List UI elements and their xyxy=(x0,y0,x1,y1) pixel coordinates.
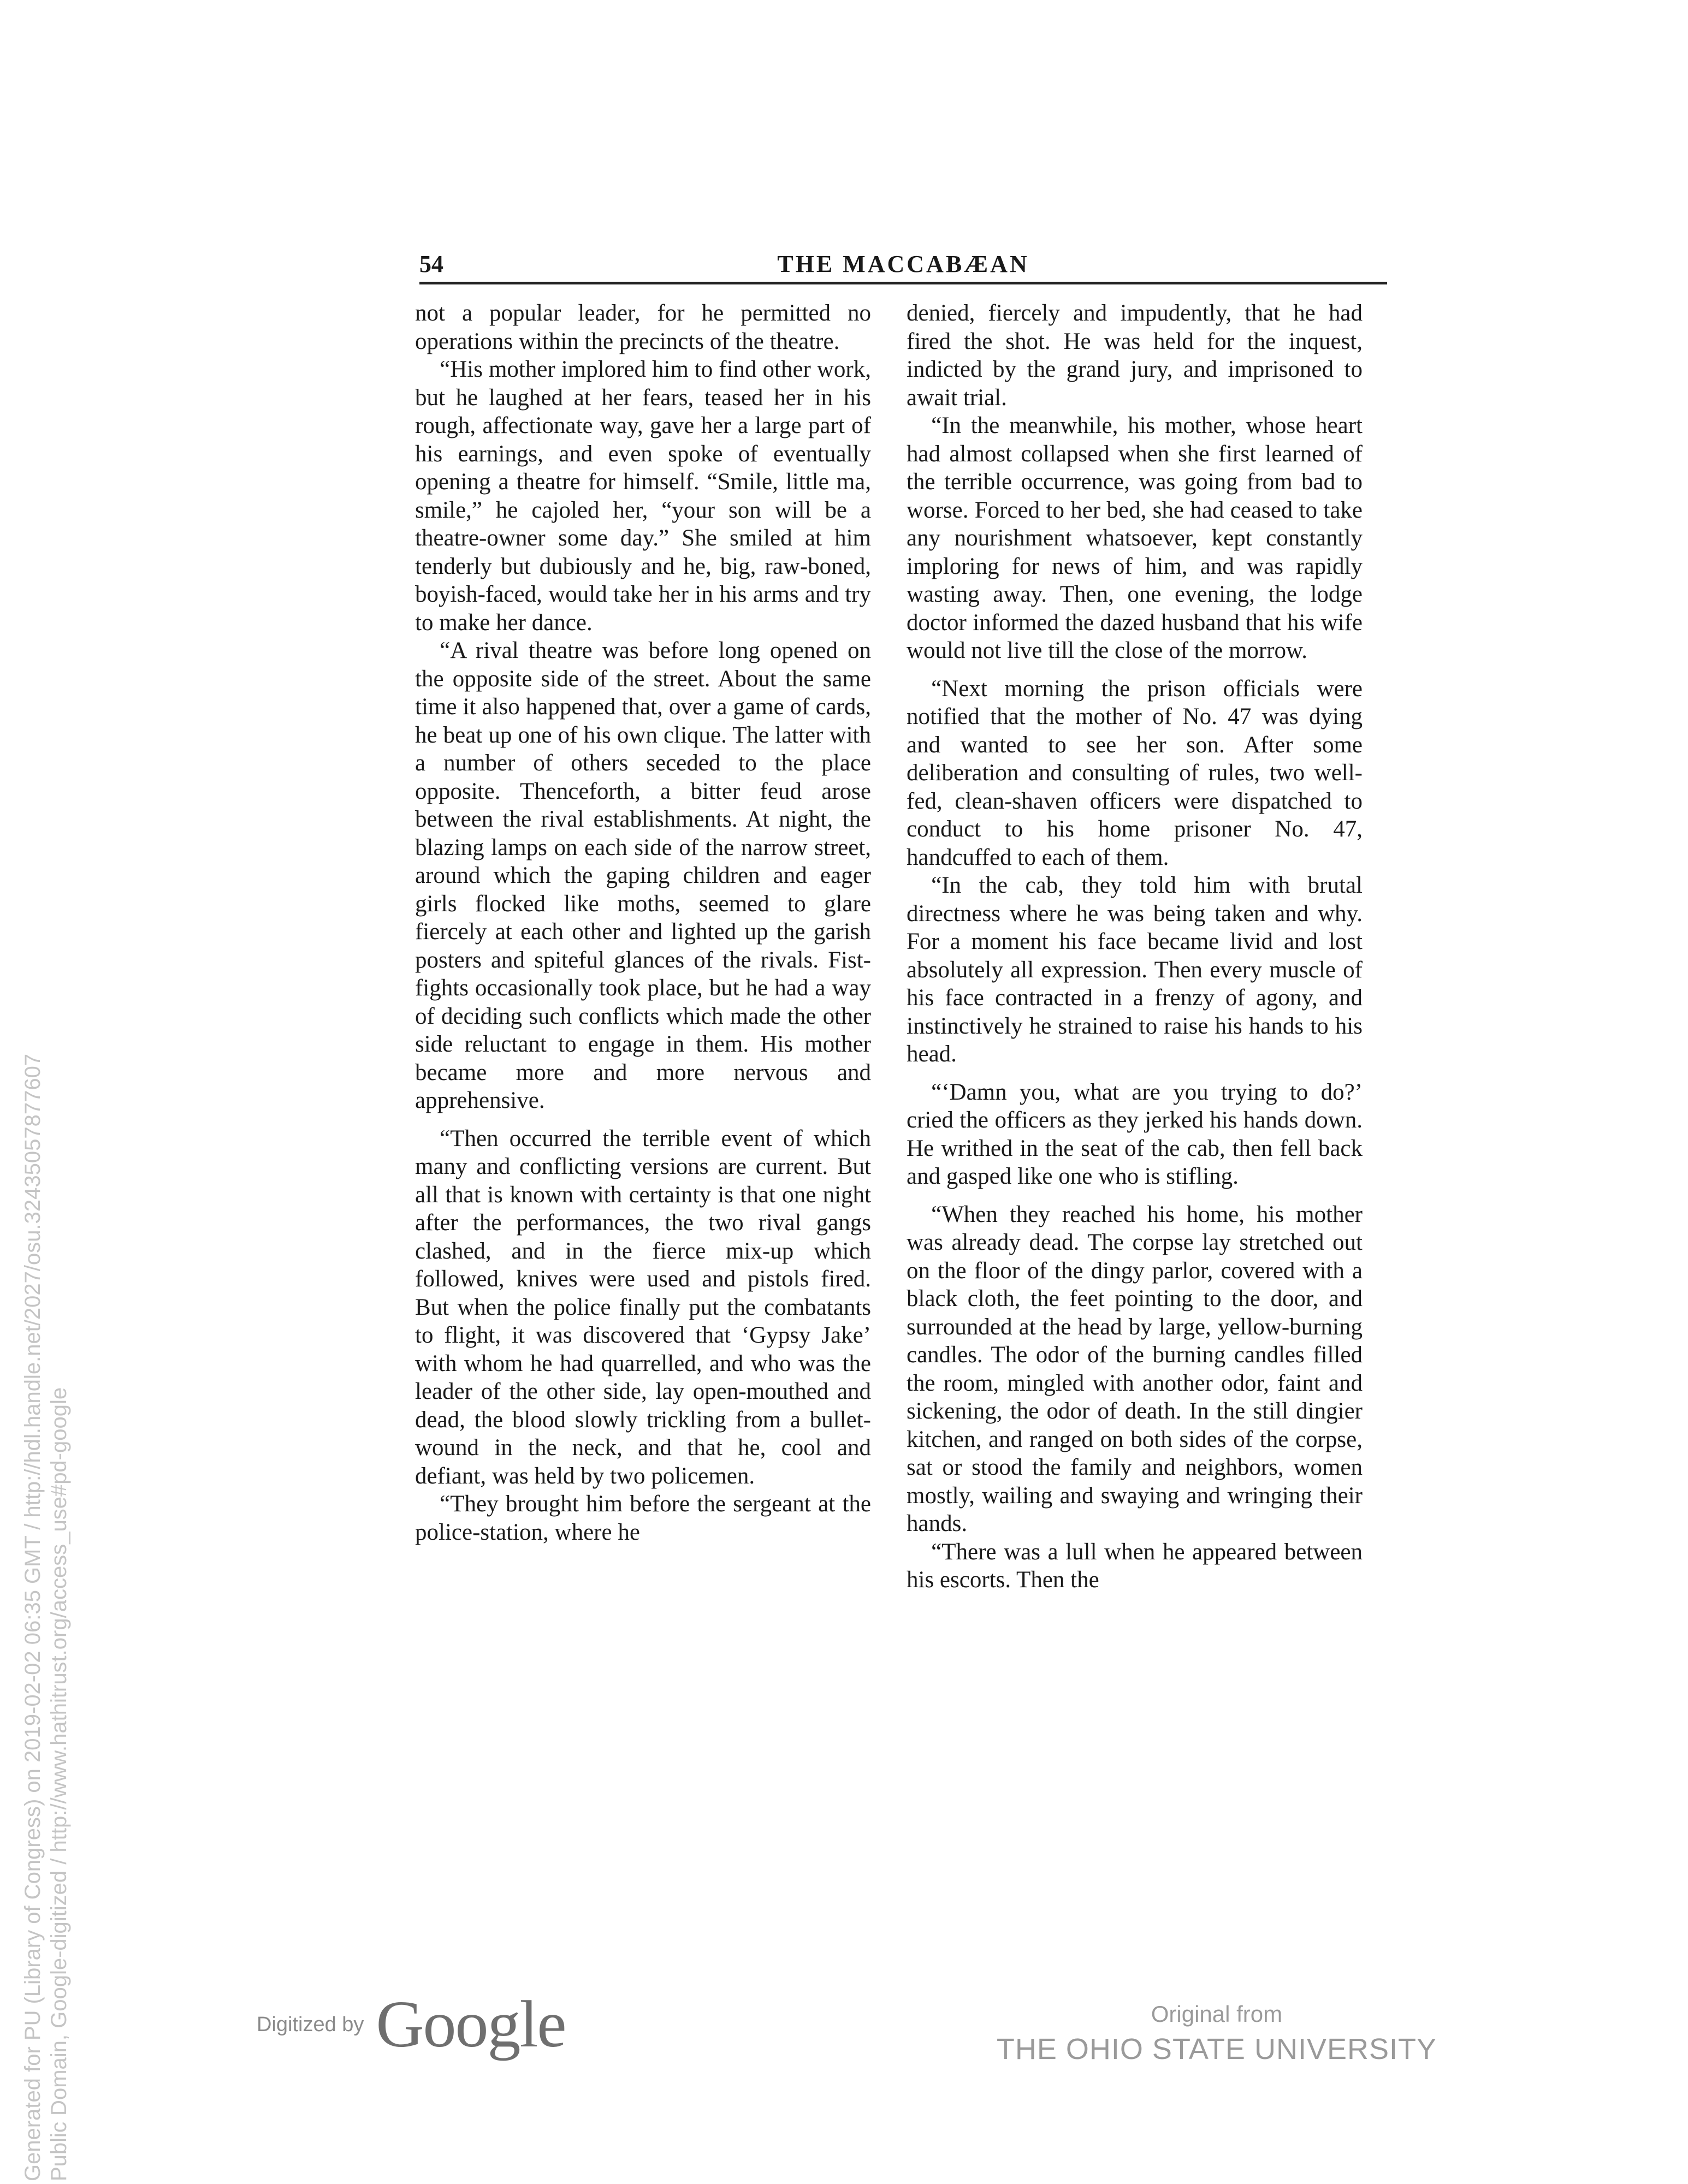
running-header xyxy=(419,247,1387,284)
left-text-column xyxy=(415,299,871,1913)
paragraph: “‘Damn you, what are you trying to do?’ cried the officers as they jerked his hands down. He writhed in the seat of the cab, then fell back and gasped like one who is stifling. xyxy=(907,1079,1363,1189)
university-name: THE OHIO STATE UNIVERSITY xyxy=(996,2033,1437,2066)
paragraph: “A rival theatre was before long opened on the opposite side of the street. About the same time it also happened that, over a game of cards, he beat up one of his own clique. The latter with a number of others seceded to the place opposite. Thenceforth, a bitter feud arose between the rival establishments. At night, the blazing lamps on each side of the narrow street, around which the gaping children and eager girls flocked like moths, seemed to glare fiercely at each other and lighted up the garish posters and spiteful glances of the rivals. Fist-fights occasionally took place, but he had a way of deciding such conflicts which made the other side reluctant to engage in them. His mother became more and more nervous and apprehensive. xyxy=(415,638,871,1113)
right-text-column xyxy=(907,299,1363,1913)
paragraph: “When they reached his home, his mother was already dead. The corpse lay stretched out on the floor of the dingy parlor, covered with a black cloth, the feet pointing to the door, and surrounded at the head by large, yellow-burning candles. The odor of the burning candles filled the room, mingled with another odor, faint and sickening, the odor of death. In the still dingier kitchen, and ranged on both sides of the corpse, sat or stood the family and neighbors, women mostly, wailing and swaying and wringing their hands. xyxy=(907,1201,1363,1536)
digitized-by-label: Digitized by xyxy=(257,2013,364,2036)
digitized-by-google-mark xyxy=(257,1987,566,2061)
watermark-line: Generated for PU (Library of Congress) on 2019-02-02 06:35 GMT / http://hdl.handle.net/2027/osu.32435057877607 xyxy=(21,1053,45,2181)
paragraph: “His mother implored him to find other work, but he laughed at her fears, teased her in his rough, affectionate way, gave her a large part of his earnings, and even spoke of eventually opening a theatre for himself. “Smile, little ma, smile,” he cajoled her, “your son will be a theatre-owner some day.” She smiled at him tenderly but dubiously and he, big, raw-boned, boyish-faced, would take her in his arms and try to make her dance. xyxy=(415,357,871,636)
side-watermark xyxy=(20,227,72,2181)
paragraph: “In the meanwhile, his mother, whose heart had almost collapsed when she first learned of the terrible occurrence, was going from bad to worse. Forced to her bed, she had ceased to take any nourishment whatsoever, kept constantly imploring for news of him, and was rapidly wasting away. Then, one evening, the lodge doctor informed the dazed husband that his wife would not live till the close of the morrow. xyxy=(907,413,1363,663)
paragraph: “Then occurred the terrible event of which many and conflicting versions are current. But all that is known with certainty is that one night after the performances, the two rival gangs clashed, and in the fierce mix-up which followed, knives were used and pistols fired. But when the police finally put the combatants to flight, it was discovered that ‘Gypsy Jake’ with whom he had quarrelled, and who was the leader of the other side, lay open-mouthed and dead, the blood slowly trickling from a bullet-wound in the neck, and that he, cool and defiant, was held by two policemen. xyxy=(415,1125,871,1489)
journal-title: THE MACCABÆAN xyxy=(777,251,1029,277)
page-number: 54 xyxy=(419,251,443,277)
paragraph: “In the cab, they told him with brutal directness where he was being taken and why. For a moment his face became livid and lost absolutely all expression. Then every muscle of his face contracted in a frenzy of agony, and instinctively he strained to raise his hands to his head. xyxy=(907,873,1363,1067)
watermark-line: Public Domain, Google-digitized / http://www.hathitrust.org/access_use#pd-google xyxy=(47,1387,71,2181)
original-source-credit xyxy=(997,1998,1437,2068)
paragraph: “Next morning the prison officials were notified that the mother of No. 47 was dying and wanted to see her son. After some deliberation and consulting of rules, two well-fed, clean-shaven officers were dispatched to conduct to his home prisoner No. 47, handcuffed to each of them. xyxy=(907,675,1363,870)
paragraph: not a popular leader, for he permitted no operations within the precincts of the theatre. xyxy=(415,300,871,354)
paragraph: “There was a lull when he appeared between his escorts. Then the xyxy=(907,1539,1363,1593)
original-from-label: Original from xyxy=(1151,2001,1283,2027)
paragraph: denied, fiercely and impudently, that he had fired the shot. He was held for the inquest, indicted by the grand jury, and imprisoned to await trial. xyxy=(907,300,1363,411)
paragraph: “They brought him before the sergeant at the police-station, where he xyxy=(415,1491,871,1545)
google-logo: Google xyxy=(376,1987,566,2061)
